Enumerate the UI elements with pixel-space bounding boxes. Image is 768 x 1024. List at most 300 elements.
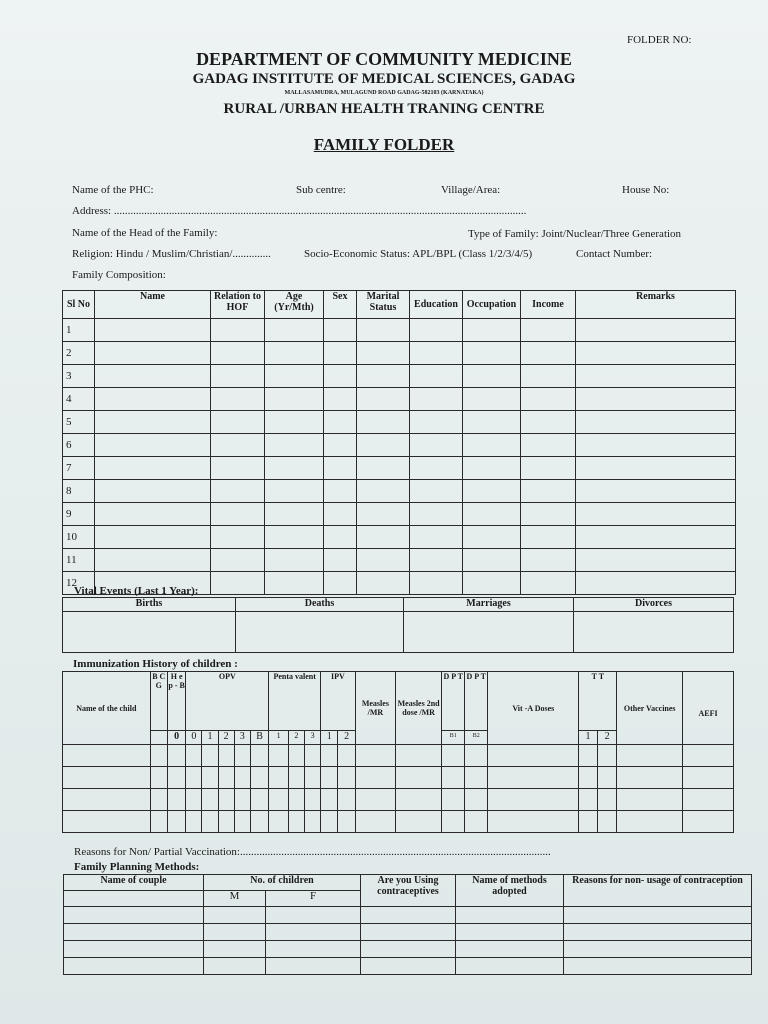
fp-row — [64, 941, 752, 958]
penta-dose-3: 3 — [304, 731, 320, 745]
row-number: 8 — [63, 480, 95, 503]
family-row — [63, 365, 736, 388]
family-cell — [357, 549, 410, 572]
centre-title: RURAL /URBAN HEALTH TRANING CENTRE — [223, 101, 545, 117]
family-cell — [410, 572, 463, 595]
immunization-cell — [396, 767, 442, 789]
immunization-cell — [150, 745, 167, 767]
family-cell — [324, 572, 357, 595]
immunization-cell — [186, 789, 202, 811]
penta-dose-2: 2 — [288, 731, 304, 745]
reasons-field: Reasons for Non/ Partial Vaccination:................................................................................................................. — [74, 846, 551, 858]
family-cell — [463, 342, 521, 365]
immunization-cell — [396, 811, 442, 833]
immunization-cell — [321, 789, 338, 811]
family-cell — [576, 457, 736, 480]
immunization-cell — [218, 811, 234, 833]
immunization-cell — [304, 745, 320, 767]
family-cell — [357, 480, 410, 503]
immunization-cell — [288, 767, 304, 789]
religion-field: Religion: Hindu / Muslim/Christian/.............. — [72, 248, 271, 260]
family-row — [63, 434, 736, 457]
family-cell — [211, 503, 265, 526]
family-cell — [521, 457, 576, 480]
immunization-cell — [269, 789, 289, 811]
row-number: 5 — [63, 411, 95, 434]
family-cell — [324, 503, 357, 526]
family-cell — [95, 480, 211, 503]
immunization-cell — [167, 767, 185, 789]
row-number: 9 — [63, 503, 95, 526]
immunization-cell — [597, 811, 617, 833]
house-field: House No: — [622, 184, 670, 196]
immunization-cell — [683, 767, 734, 789]
family-cell — [211, 342, 265, 365]
folder-no-label: FOLDER NO: — [627, 34, 692, 46]
row-number: 6 — [63, 434, 95, 457]
row-number: 10 — [63, 526, 95, 549]
fp-cell — [204, 941, 266, 958]
immunization-cell — [683, 811, 734, 833]
family-cell — [324, 549, 357, 572]
family-cell — [324, 457, 357, 480]
immunization-cell — [617, 745, 683, 767]
family-cell — [410, 434, 463, 457]
bcg-dose-cell — [150, 731, 167, 745]
col-marital: Marital Status — [357, 291, 410, 319]
immunization-cell — [234, 745, 250, 767]
immunization-cell — [465, 767, 488, 789]
family-cell — [410, 503, 463, 526]
col-marriages: Marriages — [404, 598, 574, 612]
immunization-cell — [442, 789, 465, 811]
immunization-cell — [269, 745, 289, 767]
col-male: M — [204, 891, 266, 907]
immunization-row — [63, 811, 734, 833]
family-cell — [265, 365, 324, 388]
family-cell — [576, 319, 736, 342]
fp-cell — [564, 924, 752, 941]
family-cell — [95, 503, 211, 526]
col-tt: T T — [579, 672, 617, 731]
immunization-cell — [63, 745, 151, 767]
family-cell — [576, 411, 736, 434]
immunization-cell — [579, 767, 597, 789]
family-row — [63, 503, 736, 526]
row-number: 4 — [63, 388, 95, 411]
hof-field: Name of the Head of the Family: — [72, 227, 218, 239]
immunization-cell — [338, 767, 355, 789]
fp-cell — [266, 907, 361, 924]
family-cell — [357, 434, 410, 457]
fp-cell — [64, 907, 204, 924]
immunization-cell — [683, 745, 734, 767]
family-cell — [265, 572, 324, 595]
immunization-cell — [234, 811, 250, 833]
ses-field: Socio-Economic Status: APL/BPL (Class 1/2/3/4/5) — [304, 248, 533, 260]
fp-row — [64, 907, 752, 924]
dept-title: DEPARTMENT OF COMMUNITY MEDICINE — [196, 49, 572, 69]
immunization-cell — [683, 789, 734, 811]
immunization-cell — [396, 745, 442, 767]
family-cell — [95, 365, 211, 388]
family-cell — [521, 434, 576, 457]
family-cell — [211, 572, 265, 595]
family-cell — [324, 365, 357, 388]
col-penta: Penta valent — [269, 672, 321, 731]
family-cell — [463, 319, 521, 342]
family-cell — [95, 342, 211, 365]
family-row — [63, 411, 736, 434]
col-opv: OPV — [186, 672, 269, 731]
row-number: 12 — [63, 572, 95, 595]
immunization-table — [62, 671, 734, 833]
immunization-cell — [186, 767, 202, 789]
family-cell — [576, 549, 736, 572]
family-cell — [265, 549, 324, 572]
family-cell — [265, 457, 324, 480]
family-cell — [576, 572, 736, 595]
family-cell — [211, 480, 265, 503]
ipv-dose-1: 1 — [321, 731, 338, 745]
col-dpt-b1: D P T — [442, 672, 465, 731]
fp-cell — [64, 958, 204, 975]
family-planning-table — [63, 874, 752, 975]
fp-cell — [564, 941, 752, 958]
col-methods: Name of methods adopted — [456, 875, 564, 907]
family-cell — [521, 388, 576, 411]
immunization-cell — [355, 767, 395, 789]
dpt-b2: B2 — [465, 731, 488, 745]
page-title: FAMILY FOLDER — [313, 135, 455, 154]
immunization-cell — [167, 811, 185, 833]
row-number: 7 — [63, 457, 95, 480]
immunization-cell — [304, 811, 320, 833]
family-cell — [463, 411, 521, 434]
penta-dose-1: 1 — [269, 731, 289, 745]
address-field: Address: ...................................................................................................................................................... — [72, 205, 527, 217]
col-remarks: Remarks — [576, 291, 736, 319]
immunization-cell — [321, 745, 338, 767]
family-cell — [521, 503, 576, 526]
dpt-b1: B1 — [442, 731, 465, 745]
family-cell — [95, 457, 211, 480]
family-cell — [265, 434, 324, 457]
family-cell — [576, 503, 736, 526]
family-cell — [211, 365, 265, 388]
immunization-cell — [396, 789, 442, 811]
immunization-cell — [579, 789, 597, 811]
institute-address: MALLASAMUDRA, MULAGUND ROAD GADAG-582103 (KARNATAKA) — [284, 90, 484, 96]
fp-cell — [456, 941, 564, 958]
family-cell — [265, 342, 324, 365]
immunization-cell — [202, 789, 218, 811]
births-cell — [63, 612, 236, 653]
family-cell — [357, 457, 410, 480]
fp-cell — [64, 924, 204, 941]
institute-title: GADAG INSTITUTE OF MEDICAL SCIENCES, GADAG — [192, 71, 576, 87]
family-cell — [576, 342, 736, 365]
family-cell — [463, 572, 521, 595]
col-ipv: IPV — [321, 672, 356, 731]
family-cell — [463, 434, 521, 457]
vital-events-table — [62, 597, 734, 653]
family-cell — [211, 434, 265, 457]
opv-dose-booster: B — [250, 731, 268, 745]
immunization-cell — [465, 789, 488, 811]
family-row — [63, 480, 736, 503]
fp-cell — [456, 907, 564, 924]
tt-dose-1: 1 — [579, 731, 597, 745]
immunization-cell — [234, 789, 250, 811]
composition-label: Family Composition: — [72, 269, 166, 281]
fp-cell — [564, 907, 752, 924]
immunization-row — [63, 745, 734, 767]
family-cell — [463, 388, 521, 411]
immunization-cell — [442, 767, 465, 789]
vital-events-title: Vital Events (Last 1 Year): — [74, 585, 199, 597]
fp-cell — [266, 941, 361, 958]
immunization-cell — [338, 789, 355, 811]
immunization-cell — [597, 745, 617, 767]
family-row — [63, 549, 736, 572]
hepb-dose-0: 0 — [167, 731, 185, 745]
immunization-cell — [488, 811, 579, 833]
family-cell — [211, 549, 265, 572]
fp-cell — [361, 941, 456, 958]
family-cell — [324, 434, 357, 457]
divorces-cell — [574, 612, 734, 653]
col-nonuse: Reasons for non- usage of contraception — [564, 875, 752, 907]
immunization-cell — [150, 811, 167, 833]
family-cell — [463, 480, 521, 503]
family-cell — [357, 503, 410, 526]
family-cell — [324, 480, 357, 503]
family-cell — [324, 411, 357, 434]
family-cell — [576, 480, 736, 503]
immunization-cell — [617, 789, 683, 811]
immunization-cell — [338, 811, 355, 833]
family-cell — [410, 319, 463, 342]
immunization-cell — [597, 767, 617, 789]
col-vita: Vit -A Doses — [488, 672, 579, 745]
col-age: Age (Yr/Mth) — [265, 291, 324, 319]
immunization-cell — [218, 767, 234, 789]
family-cell — [357, 365, 410, 388]
family-cell — [410, 480, 463, 503]
immunization-cell — [355, 745, 395, 767]
immunization-cell — [442, 811, 465, 833]
family-cell — [576, 388, 736, 411]
fp-cell — [361, 958, 456, 975]
family-row — [63, 457, 736, 480]
family-row — [63, 319, 736, 342]
col-deaths: Deaths — [236, 598, 404, 612]
family-cell — [521, 365, 576, 388]
col-dpt-b2: D P T — [465, 672, 488, 731]
fp-cell — [204, 958, 266, 975]
family-cell — [95, 526, 211, 549]
family-cell — [521, 549, 576, 572]
row-number: 2 — [63, 342, 95, 365]
family-row — [63, 342, 736, 365]
family-cell — [521, 342, 576, 365]
family-cell — [95, 411, 211, 434]
immunization-cell — [355, 811, 395, 833]
village-field: Village/Area: — [441, 184, 501, 196]
col-sex: Sex — [324, 291, 357, 319]
col-children: No. of children — [204, 875, 361, 891]
immunization-cell — [488, 789, 579, 811]
fp-cell — [456, 924, 564, 941]
immunization-title: Immunization History of children : — [73, 658, 238, 670]
immunization-cell — [617, 811, 683, 833]
family-cell — [357, 388, 410, 411]
family-cell — [463, 549, 521, 572]
family-planning-title: Family Planning Methods: — [74, 861, 200, 873]
family-cell — [357, 342, 410, 365]
family-cell — [324, 526, 357, 549]
family-cell — [265, 503, 324, 526]
family-cell — [410, 549, 463, 572]
fp-cell — [266, 958, 361, 975]
fp-cell — [64, 941, 204, 958]
immunization-cell — [186, 811, 202, 833]
marriages-cell — [404, 612, 574, 653]
opv-dose-3: 3 — [234, 731, 250, 745]
family-cell — [576, 365, 736, 388]
col-aefi: AEFI — [683, 672, 734, 745]
family-cell — [95, 388, 211, 411]
fp-cell — [564, 958, 752, 975]
immunization-cell — [63, 767, 151, 789]
family-cell — [265, 411, 324, 434]
immunization-cell — [304, 767, 320, 789]
family-cell — [95, 549, 211, 572]
family-cell — [265, 526, 324, 549]
immunization-cell — [167, 745, 185, 767]
col-child-name: Name of the child — [63, 672, 151, 745]
family-cell — [521, 526, 576, 549]
immunization-cell — [167, 789, 185, 811]
family-cell — [521, 411, 576, 434]
immunization-cell — [321, 767, 338, 789]
family-cell — [576, 434, 736, 457]
family-cell — [265, 480, 324, 503]
immunization-cell — [338, 745, 355, 767]
subcentre-field: Sub centre: — [296, 184, 346, 196]
fp-row — [64, 924, 752, 941]
immunization-cell — [321, 811, 338, 833]
immunization-cell — [202, 745, 218, 767]
immunization-row — [63, 767, 734, 789]
family-cell — [211, 457, 265, 480]
family-cell — [357, 319, 410, 342]
immunization-cell — [63, 789, 151, 811]
col-hepb: H e p - B — [167, 672, 185, 731]
family-composition-table — [62, 290, 736, 595]
family-cell — [211, 411, 265, 434]
row-number: 3 — [63, 365, 95, 388]
col-relation: Relation to HOF — [211, 291, 265, 319]
immunization-cell — [250, 767, 268, 789]
fp-cell — [266, 924, 361, 941]
immunization-cell — [218, 745, 234, 767]
immunization-cell — [250, 745, 268, 767]
family-cell — [324, 342, 357, 365]
col-name: Name — [95, 291, 211, 319]
immunization-cell — [250, 811, 268, 833]
opv-dose-0: 0 — [186, 731, 202, 745]
col-measles2: Measles 2nd dose /MR — [396, 672, 442, 745]
family-cell — [410, 457, 463, 480]
col-other: Other Vaccines — [617, 672, 683, 745]
immunization-cell — [202, 767, 218, 789]
family-cell — [410, 365, 463, 388]
immunization-cell — [186, 745, 202, 767]
col-slno: Sl No — [63, 291, 95, 319]
family-cell — [463, 457, 521, 480]
fp-cell — [456, 958, 564, 975]
family-row — [63, 526, 736, 549]
immunization-cell — [355, 789, 395, 811]
family-cell — [95, 319, 211, 342]
immunization-cell — [617, 767, 683, 789]
immunization-cell — [288, 789, 304, 811]
fp-cell — [361, 907, 456, 924]
fp-cell — [204, 907, 266, 924]
opv-dose-1: 1 — [202, 731, 218, 745]
col-income: Income — [521, 291, 576, 319]
family-cell — [410, 388, 463, 411]
immunization-cell — [234, 767, 250, 789]
family-cell — [95, 434, 211, 457]
phc-field: Name of the PHC: — [72, 184, 154, 196]
col-education: Education — [410, 291, 463, 319]
immunization-cell — [579, 811, 597, 833]
opv-dose-2: 2 — [218, 731, 234, 745]
family-row — [63, 388, 736, 411]
immunization-cell — [465, 745, 488, 767]
family-cell — [576, 526, 736, 549]
immunization-cell — [488, 745, 579, 767]
tt-dose-2: 2 — [597, 731, 617, 745]
col-divorces: Divorces — [574, 598, 734, 612]
family-cell — [357, 572, 410, 595]
family-cell — [463, 503, 521, 526]
immunization-cell — [269, 811, 289, 833]
immunization-cell — [465, 811, 488, 833]
family-cell — [324, 388, 357, 411]
immunization-cell — [150, 767, 167, 789]
family-cell — [463, 365, 521, 388]
family-cell — [265, 388, 324, 411]
immunization-cell — [597, 789, 617, 811]
immunization-cell — [488, 767, 579, 789]
family-cell — [211, 388, 265, 411]
family-cell — [521, 480, 576, 503]
fp-cell — [204, 924, 266, 941]
immunization-cell — [150, 789, 167, 811]
family-cell — [324, 319, 357, 342]
family-cell — [211, 319, 265, 342]
family-cell — [521, 319, 576, 342]
immunization-cell — [218, 789, 234, 811]
family-cell — [410, 411, 463, 434]
col-female: F — [266, 891, 361, 907]
fp-cell — [361, 924, 456, 941]
immunization-cell — [288, 811, 304, 833]
